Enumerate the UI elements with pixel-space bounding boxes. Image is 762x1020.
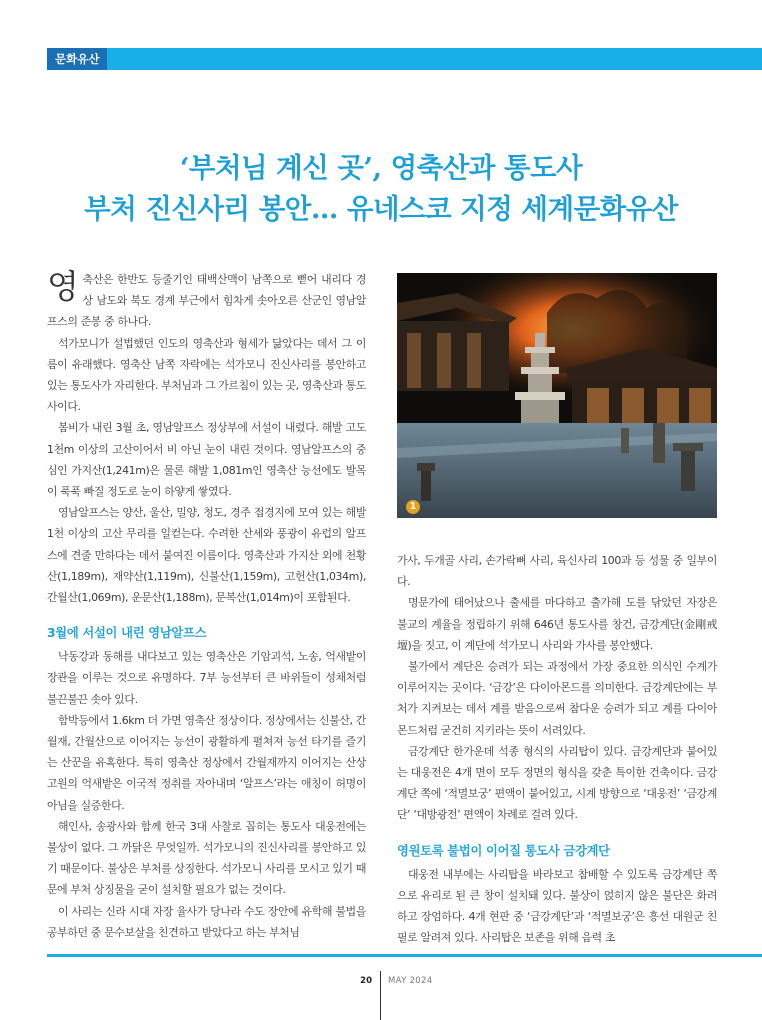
paragraph: 이 사리는 신라 시대 자장 율사가 당나라 수도 장안에 유학해 불법을 공부하던 중 문수보살을 친견하고 받았다고 하는 부처님 [47, 904, 366, 939]
section-label: 문화유산 [47, 48, 107, 70]
page-number: 20 [360, 976, 372, 986]
section-heading: 영원토록 불법이 이어질 통도사 금강계단 [397, 843, 610, 858]
article-title-line-2: 부처 진신사리 봉안… 유네스코 지정 세계문화유산 [84, 193, 678, 225]
photo-number-badge: 1 [406, 500, 420, 514]
paragraph: 영남알프스는 양산, 울산, 밀양, 청도, 경주 접경지에 모여 있는 해발 1천 이상의 고산 무리를 일컫는다. 수려한 산세와 풍광이 유럽의 알프스에 견줄 만하다는 데서 붙여진 이름이다. 영축산과 가지산 외에 천황산(1,189m), 재약산(1,119m), 신불산(1,159m), 고헌산(1,034m), 간월산(1,069m), 운문산(1,188m), 문복산(1,014m)이 포함된다. [47, 506, 367, 605]
temple-night-illustration [397, 273, 717, 518]
temple-photo [397, 273, 717, 518]
issue-date: MAY 2024 [388, 976, 433, 986]
paragraph: 가사, 두개골 사리, 손가락뼈 사리, 육신사리 100과 등 성물 중 일부이다. [397, 554, 717, 589]
right-column [397, 550, 717, 948]
paragraph: 석가모니가 설법했던 인도의 영축산과 형세가 닮았다는 데서 그 이름이 유래했다. 영축산 남쪽 자락에는 석가모니 진신사리를 봉안하고 있는 통도사가 자리한다. 부처님과 그 가르침이 있는 곳, 영축산과 통도사이다. [47, 336, 367, 414]
paragraph: 금강계단 한가운데 석종 형식의 사리탑이 있다. 금강계단과 붙어있는 대웅전은 4개 면이 모두 정면의 형식을 갖춘 특이한 건축이다. 금강계단 쪽에 ‘적멸보궁’ 편액이 붙어있고, 시계 방향으로 ‘대웅전’ ‘금강계단’ ‘대방광전’ 편액이 차례로 걸려 있다. [397, 744, 717, 822]
paragraph: 영축산은 한반도 등줄기인 태백산맥이 남쪽으로 뻗어 내리다 경상 남도와 북도 경계 부근에서 힘차게 솟아오른 산군인 영남알프스의 준봉 중 하나다. [47, 267, 366, 329]
section-header-bar [47, 48, 762, 70]
paragraph: 낙동강과 동해를 내다보고 있는 영축산은 기암괴석, 노송, 억새밭이 장관을 이루는 것으로 유명하다. 7부 능선부터 큰 바위들이 성채처럼 불끈불끈 솟아 있다. [47, 650, 366, 706]
paragraph: 명문가에 태어났으나 출세를 마다하고 출가해 도를 닦았던 자장은 불교의 계율을 정립하기 위해 646년 통도사를 창건, 금강계단(金剛戒壇)을 짓고, 이 계단에 석가모니 사리와 가사를 봉안했다. [397, 596, 717, 652]
paragraph: 봄비가 내린 3월 초, 영남알프스 정상부에 서설이 내렸다. 해발 고도 1천m 이상의 고산이어서 비 아닌 눈이 내린 것이다. 영남알프스의 중심인 가지산(1,241m)은 물론 해발 1,081m인 영축산 능선에도 발목이 푹푹 빠질 정도로 눈이 하얗게 쌓였다. [47, 421, 366, 499]
section-heading: 3월에 서설이 내린 영남알프스 [47, 626, 207, 641]
paragraph: 불가에서 계단은 승려가 되는 과정에서 가장 중요한 의식인 수계가 이루어지는 곳이다. ‘금강’은 다이아몬드를 의미한다. 금강계단에는 부처가 지켜보는 데서 계를 받음으로써 참다운 승려가 되고 계를 다이아몬드처럼 굳건히 지키라는 뜻이 서려있다. [397, 660, 717, 737]
drop-cap: 영 [47, 267, 79, 306]
paragraph: 대웅전 내부에는 사리탑을 바라보고 참배할 수 있도록 금강계단 쪽으로 유리로 된 큰 창이 설치돼 있다. 불상이 얹히지 않은 불단은 화려하고 장엄하다. 4개 현판 중 ‘금강계단’과 ‘적멸보궁’은 흥선 대원군 친필로 알려져 있다. 사리탑은 보존을 위해 음력 초 [397, 867, 717, 945]
footer-rule [47, 954, 762, 957]
paragraph: 함박등에서 1.6km 더 가면 영축산 정상이다. 정상에서는 신불산, 간월재, 간월산으로 이어지는 능선이 광활하게 펼쳐져 능선 타기를 즐기는 산꾼을 유혹한다. 특히 영축산 정상에서 간월재까지 이어지는 산상 고원의 억새밭은 이국적 정취를 자아내며 ‘알프스’라는 애칭이 허명이 아님을 실증한다. [47, 713, 366, 812]
left-column [47, 269, 366, 943]
article-title-line-1: ‘부처님 계신 곳’, 영축산과 통도사 [179, 152, 583, 184]
paragraph: 해인사, 송광사와 함께 한국 3대 사찰로 꼽히는 통도사 대웅전에는 불상이 없다. 그 까닭은 무엇일까. 석가모니의 진신사리를 봉안하고 있기 때문이다. 불상은 부처를 상징한다. 석가모니 사리를 모시고 있기 때문에 부처 상징물을 굳이 설치할 필요가 없는 것이다. [47, 819, 367, 897]
footer-divider [380, 971, 381, 1020]
